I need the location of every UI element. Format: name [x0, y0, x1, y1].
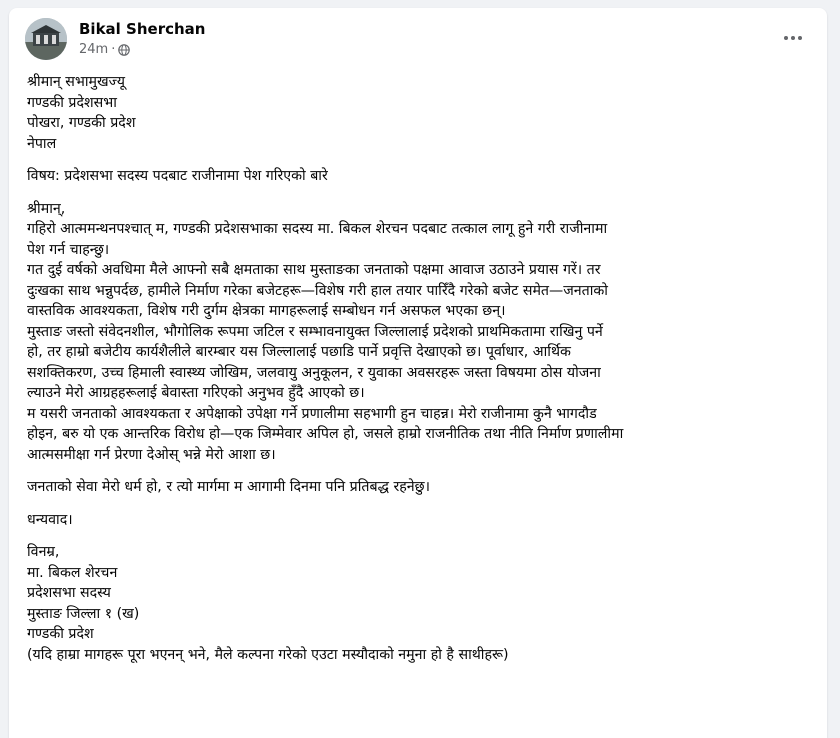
signature-block: [27, 542, 817, 665]
post-header: [25, 18, 811, 62]
subject-line: विषय: प्रदेशसभा सदस्य पदबाट राजीनामा पेश गरिएको बारे: [27, 168, 328, 184]
post-meta: [79, 42, 130, 57]
body-line: श्रीमान्,: [27, 200, 66, 217]
post-time[interactable]: 24m: [79, 42, 109, 57]
body-line: गहिरो आत्ममन्थनपश्चात् म, गण्डकी प्रदेशसभाका सदस्य मा. बिकल शेरचन पदबाट तत्काल लागू हुने गरी राजीनामा: [27, 221, 608, 237]
body-line: सशक्तिकरण, उच्च हिमाली स्वास्थ्य जोखिम, जलवायु अनुकूलन, र युवाका अवसरहरू जस्ता विषयमा ठोस योजना: [27, 364, 601, 381]
address-block: [27, 72, 817, 154]
signature-line: मुस्ताङ जिल्ला १ (ख): [27, 605, 140, 622]
main-body: [27, 199, 817, 466]
more-options-icon: [783, 35, 803, 41]
facebook-post: [9, 8, 827, 738]
more-options-button[interactable]: [775, 24, 811, 52]
body-line: मुस्ताङ जस्तो संवेदनशील, भौगोलिक रूपमा जटिल र सम्भावनायुक्त जिल्लालाई प्रदेशको प्राथमिकतामा राखिनु पर्ने: [27, 323, 603, 340]
thanks-line: धन्यवाद।: [27, 511, 73, 528]
signature-line: मा. बिकल शेरचन: [27, 564, 118, 581]
address-line: नेपाल: [27, 135, 57, 152]
body-line: ल्याउने मेरो आग्रहहरूलाई बेवास्ता गरिएको अनुभव हुँदै आएको छ।: [27, 385, 365, 401]
body-line: गत दुई वर्षको अवधिमा मैले आफ्नो सबै क्षमताका साथ मुस्ताङका जनताको पक्षमा आवाज उठाउने प्रयास गरें। तर: [27, 262, 601, 278]
body-line: आत्मसमीक्षा गर्न प्रेरणा देओस् भन्ने मेरो आशा छ।: [27, 446, 276, 463]
body-line: पेश गर्न चाहन्छु।: [27, 241, 110, 258]
body-line: म यसरी जनताको आवश्यकता र अपेक्षाको उपेक्षा गर्ने प्रणालीमा सहभागी हुन चाहन्न। मेरो राजीनामा कुनै भागदौड: [27, 405, 597, 422]
body-line: हो, तर हाम्रो बजेटीय कार्यशैलीले बारम्बार यस जिल्लालाई पछाडि पार्ने प्रवृत्ति देखाएको छ। पूर्वाधार, आर्थिक: [27, 344, 571, 360]
address-line: श्रीमान् सभामुखज्यू: [27, 74, 125, 90]
signature-line: (यदि हाम्रा मागहरू पूरा भएनन् भने, मैले कल्पना गरेको एउटा मस्यौदाको नमुना हो है साथीहरू): [27, 646, 509, 663]
signature-line: गण्डकी प्रदेश: [27, 626, 94, 642]
signature-line: प्रदेशसभा सदस्य: [27, 585, 111, 601]
globe-icon: [118, 44, 130, 56]
body-line: होइन, बरु यो एक आन्तरिक विरोध हो—एक जिम्मेवार अपिल हो, जसले हाम्रो राजनीतिक तथा नीति निर्माण प्रणालीमा: [27, 426, 624, 442]
body-line: दुःखका साथ भन्नुपर्दछ, हामीले निर्माण गरेका बजेटहरू—विशेष गरी हाल तयार पारिँदै गरेको बजेट समेत—जनताको: [27, 282, 608, 299]
address-line: पोखरा, गण्डकी प्रदेश: [27, 115, 136, 131]
avatar[interactable]: [25, 18, 67, 60]
address-line: गण्डकी प्रदेशसभा: [27, 94, 117, 111]
post-content: [27, 72, 817, 665]
meta-separator: ·: [111, 42, 116, 57]
author-name[interactable]: Bikal Sherchan: [79, 20, 206, 38]
signature-line: विनम्र,: [27, 544, 60, 560]
closing-line: जनताको सेवा मेरो धर्म हो, र त्यो मार्गमा म आगामी दिनमा पनि प्रतिबद्ध रहनेछु।: [27, 479, 430, 495]
body-line: वास्तविक आवश्यकता, विशेष गरी दुर्गम क्षेत्रका मागहरूलाई सम्बोधन गर्न असफल भएका छन्।: [27, 303, 506, 319]
